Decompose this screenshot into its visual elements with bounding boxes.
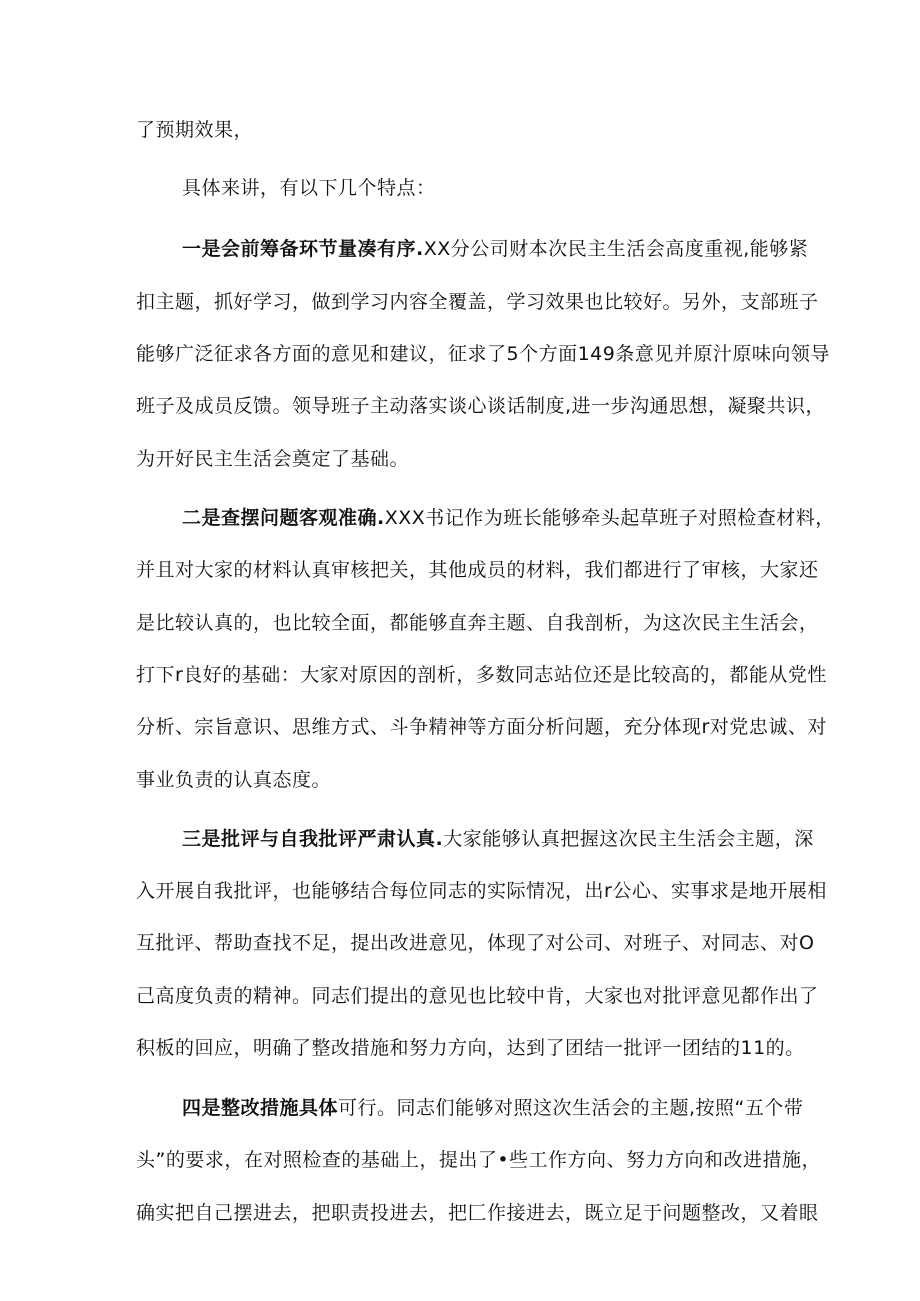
text-line xyxy=(136,390,825,422)
paragraph-heading: 一是会前筹备环节量凑有序. xyxy=(182,238,424,260)
line-text: 积板的回应，明确了整改措施和努力方向，达到了团结一批评一团结的11的。 xyxy=(136,1037,805,1059)
paragraph-heading: 四是整改措施具体 xyxy=(182,1097,339,1119)
text-line xyxy=(182,172,436,204)
line-text: 入开展自我批评，也能够结合每位同志的实际情况，出r公心、实事求是地开展相 xyxy=(136,880,827,902)
text-line xyxy=(136,1144,821,1176)
paragraph-heading: 二是查摆问题客观准确. xyxy=(182,507,385,529)
line-text: 可行。同志们能够对照这次生活会的主题,按照“五个带 xyxy=(338,1097,804,1119)
line-text: 大家能够认真把握这次民主生活会主题，深 xyxy=(443,828,814,850)
text-line xyxy=(136,927,814,959)
line-text: XX分公司财本次民主生活会高度重视,能够紧 xyxy=(423,238,809,260)
line-text: 是比较认真的，也比较全面，都能够直奔主题、自我剖析，为这次民主生活会， xyxy=(136,612,819,634)
paragraph-4-heading-line xyxy=(182,1092,803,1124)
text-line xyxy=(136,114,253,146)
line-text: 分析、宗旨意识、思维方式、斗争精神等方面分析问题，充分体现r对党忠诚、对 xyxy=(136,716,827,738)
text-line xyxy=(136,875,827,907)
text-line xyxy=(136,286,819,318)
line-text: 扣主题，抓好学习，做到学习内容全覆盖，学习效果也比较好。另外，支部班子 xyxy=(136,291,819,313)
paragraph-3-heading-line xyxy=(182,823,814,855)
text-line xyxy=(136,764,331,796)
text-line xyxy=(136,607,819,639)
text-line xyxy=(136,1032,805,1064)
line-text: 己高度负责的精神。同志们提出的意见也比较中肯，大家也对批评意见都作出了 xyxy=(136,985,819,1007)
text-line xyxy=(136,711,827,743)
paragraph-2-heading-line xyxy=(182,502,835,534)
line-text: 事业负责的认真态度。 xyxy=(136,769,332,791)
paragraph-1-heading-line xyxy=(182,233,808,265)
line-text: 能够广泛征求各方面的意见和建议，征求了5个方面149条意见并原汁原味向领导 xyxy=(136,343,830,365)
line-text: 班子及成员反馈。领导班子主动落实谈心谈话制度,进一步沟通思想，凝聚共识， xyxy=(136,395,826,417)
text-line xyxy=(136,1197,819,1229)
text-line xyxy=(136,980,819,1012)
line-text: XXX书记作为班长能够牵头起草班子对照检查材料， xyxy=(384,507,835,529)
text-line xyxy=(136,443,409,475)
line-text: 确实把自己摆进去，把职责投进去，把匚作接进去，既立足于问题整改，又着眼 xyxy=(136,1202,819,1224)
line-text: 了预期效果， xyxy=(136,119,254,141)
text-line xyxy=(136,659,827,691)
paragraph-heading: 三是批评与自我批评严肃认真. xyxy=(182,828,444,850)
line-text: 打下r良好的基础：大家对原因的剖析，多数同志站位还是比较高的，都能从党性 xyxy=(136,664,827,686)
line-text: 头”的要求，在对照检查的基础上，提出了•些工作方向、努力方向和改进措施， xyxy=(136,1149,822,1171)
line-text: 具体来讲，有以下几个特点： xyxy=(182,177,436,199)
line-text: 为开好民主生活会奠定了基础。 xyxy=(136,448,410,470)
line-text: 并且对大家的材料认真审核把关，其他成员的材料，我们都进行了审核，大家还 xyxy=(136,559,819,581)
text-line xyxy=(136,554,819,586)
text-line xyxy=(136,338,830,370)
line-text: 互批评、帮助查找不足，提出改进意见，体现了对公司、对班子、对同志、对O xyxy=(136,932,815,954)
